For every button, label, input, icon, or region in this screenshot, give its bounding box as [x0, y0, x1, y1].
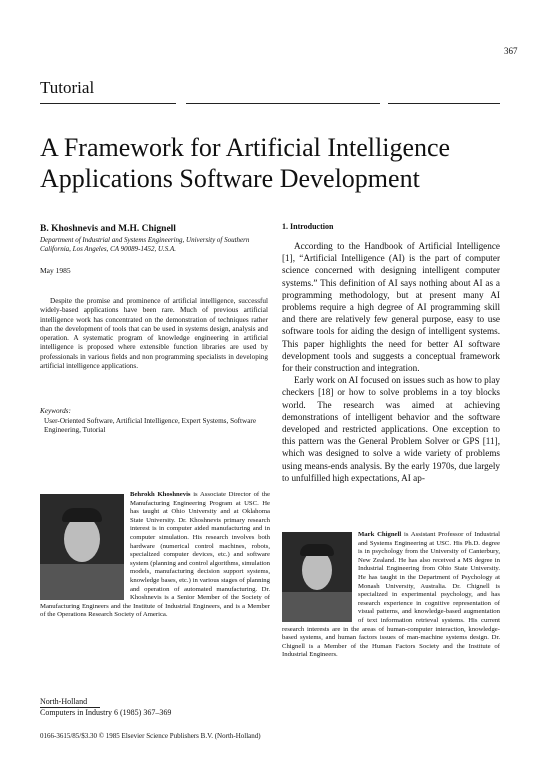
publisher: North-Holland — [40, 697, 88, 706]
keywords-text: User-Oriented Software, Artificial Intelligence, Expert Systems, Software Engineering, Tutorial — [44, 416, 257, 434]
keywords-label: Keywords: — [40, 407, 71, 415]
abstract: Despite the promise and prominence of artificial intelligence, successful widely-based applications have been rare. Much of previous artificial intelligence work has concentrated on the demonstration of techniques rather than the development of tools that can be used in systems design, analysis and operation. A systematic program of knowledge engineering in artificial intelligence is proposed where extensible function libraries are used by professionals in various fields and non programming specialists in developing artificial intelligence applications. — [40, 297, 268, 371]
title-line: Applications Software Development — [40, 164, 420, 193]
authors: B. Khoshnevis and M.H. Chignell — [40, 224, 176, 234]
article-title — [40, 132, 510, 194]
received-date: May 1985 — [40, 266, 71, 275]
copyright-line: 0166-3615/85/$3.30 © 1985 Elsevier Science Publishers B.V. (North-Holland) — [40, 732, 261, 740]
journal-citation: Computers in Industry 6 (1985) 367–369 — [40, 708, 172, 717]
header-rule — [388, 103, 500, 104]
section-heading: 1. Introduction — [282, 222, 334, 231]
author-bio — [282, 531, 500, 660]
bio-text: is Assistant Professor of Industrial and Systems Engineering at USC. His Ph.D. degree is in psychology from the University of Canterbury, New Zealand. He has also received a MS degree in Industrial Engineering from Ohio State University. He has taught in the Department of Psychology at Monash University, Australia. Dr. Chignell is specialized in experimental psychology, and has research experience in cognitive representation of visual patterns, and knowledge-based augmentation of text information retrieval systems. His current research interests are in the areas of human-computer interaction, knowledge-based systems, and human factors issues of man-machine systems design. Dr. Chignell is a Member of the Human Factors Society and the Institute of Industrial Engineers. — [282, 531, 500, 659]
header-rule — [186, 103, 380, 104]
header-rule — [40, 103, 176, 104]
section-tag: Tutorial — [40, 78, 95, 97]
page-number: 367 — [504, 46, 518, 56]
introduction-body — [282, 240, 500, 484]
paragraph: According to the Handbook of Artificial Intelligence [1], “Artificial Intelligence (AI) is the part of computer science concerned with designing intelligent computer systems.” This definition of AI says nothing about AI as a programming methodology, but at present many AI problems require a high degree of AI programming skill and there are relatively few general purpose, easy to use software tools for aiding the design of intelligent systems. This paper highlights the need for better AI software development tools and suggests a conceptual framework for their construction and integration. — [282, 241, 500, 374]
bio-name: Mark Chignell — [358, 531, 402, 538]
bio-text: is Associate Director of the Manufacturing Engineering Program at USC. He has taught at Ohio University and at Oklahoma State University. Dr. Khoshnevis primary research interest is in computer aided manufacturing and in computer simulation. His research involves both hardware (numerical control machines, robots, specialized computer devices, etc.) and software system (planning and control algorithms, simulation models, manufacturing decision support systems, knowledge bases, etc.) in various stages of planning and operation of automated manufacturing. Dr. Khoshnevis is a Senior Member of the Society of Manufacturing Engineers and the Institute of Industrial Engineers, and is a Member of the Operations Research Society of America. — [40, 491, 270, 619]
paragraph: Early work on AI focused on issues such as how to play checkers [18] or how to solve problems in a toy blocks world. The research was aimed at achieving demonstrations of intelligent behavior and the software developed and restricted applications. One exception to this pattern was the General Problem Solver or GPS [11], which was designed to solve a wide variety of problems using means-ends analysis. By the early 1970s, due largely to unfulfilled high expectations, AI ap- — [282, 375, 500, 483]
author-bio — [40, 491, 270, 620]
title-line: A Framework for Artificial Intelligence — [40, 133, 451, 162]
keywords — [40, 407, 268, 436]
bio-name: Behrokh Khoshnevis — [130, 491, 191, 498]
affiliation: Department of Industrial and Systems Engineering, University of Southern California, Los Angeles, CA 90089-1452, U.S.A. — [40, 236, 250, 253]
